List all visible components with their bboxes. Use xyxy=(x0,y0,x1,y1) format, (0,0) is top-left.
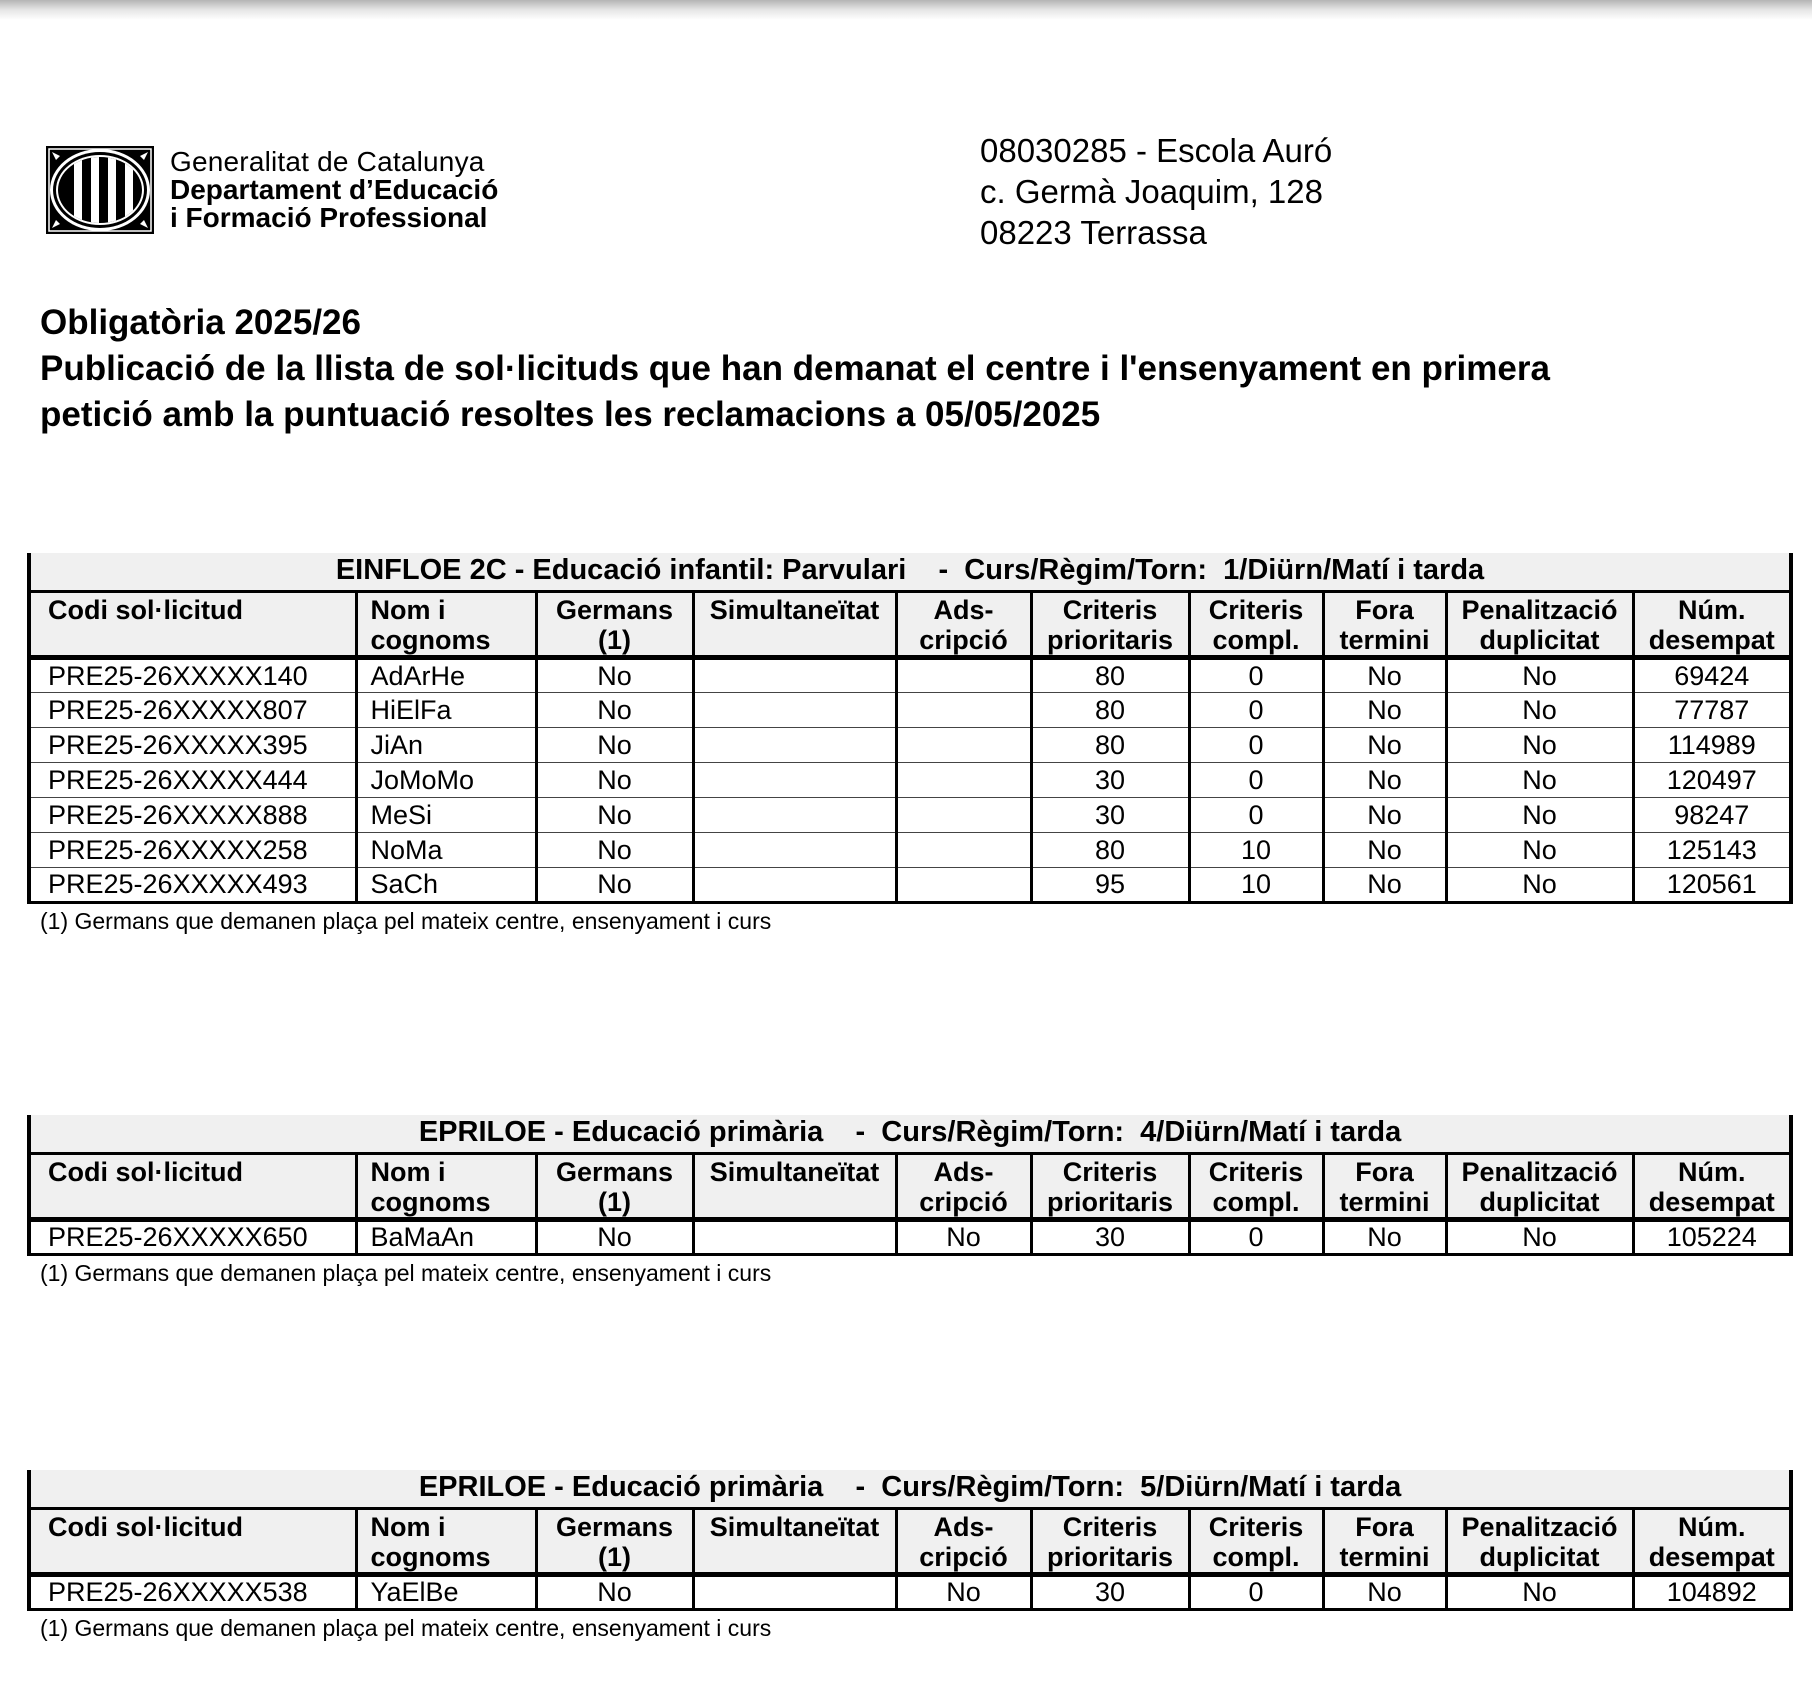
cell-num-desempat: 125143 xyxy=(1633,832,1791,867)
cell-criteris-compl: 0 xyxy=(1189,1574,1323,1609)
cell-germans: No xyxy=(536,692,693,727)
document-title xyxy=(40,300,1800,438)
column-header-codi-solicitud xyxy=(29,591,356,657)
cell-criteris-prioritaris: 80 xyxy=(1031,692,1189,727)
cell-germans: No xyxy=(536,1219,693,1254)
cell-simultaneitat xyxy=(693,727,896,762)
column-header-simultaneitat xyxy=(693,1153,896,1219)
header-line-2: prioritaris xyxy=(1046,1541,1174,1572)
cell-fora-termini: No xyxy=(1323,867,1446,902)
header-line-2: compl. xyxy=(1212,624,1300,655)
header-line-1: Criteris xyxy=(1062,1156,1158,1187)
column-header-criteris-prioritaris xyxy=(1031,1508,1189,1574)
column-header-nom-cognoms xyxy=(356,591,536,657)
cell-penalitzacio-duplicitat: No xyxy=(1446,1574,1633,1609)
header-line-1: Codi sol·licitud xyxy=(48,594,243,625)
cell-nom-cognoms: NoMa xyxy=(356,832,536,867)
applications-table xyxy=(27,553,1793,904)
cell-adscripcio: No xyxy=(896,1219,1031,1254)
section-title: EPRILOE - Educació primària - Curs/Règim/Torn: 5/Diürn/Matí i tarda xyxy=(29,1470,1791,1508)
column-header-fora-termini xyxy=(1323,1153,1446,1219)
cell-fora-termini: No xyxy=(1323,1574,1446,1609)
cell-num-desempat: 120497 xyxy=(1633,762,1791,797)
cell-adscripcio xyxy=(896,867,1031,902)
cell-penalitzacio-duplicitat: No xyxy=(1446,657,1633,692)
cell-fora-termini: No xyxy=(1323,692,1446,727)
header-line-2: compl. xyxy=(1212,1541,1300,1572)
cell-nom-cognoms: BaMaAn xyxy=(356,1219,536,1254)
cell-penalitzacio-duplicitat: No xyxy=(1446,867,1633,902)
org-line-3: i Formació Professional xyxy=(170,202,488,233)
header-line-1: Simultaneïtat xyxy=(709,1511,880,1542)
header-line-1: Criteris xyxy=(1062,594,1158,625)
cell-adscripcio xyxy=(896,657,1031,692)
cell-codi-solicitud: PRE25-26XXXXX140 xyxy=(29,657,356,692)
org-line-2: Departament d’Educació xyxy=(170,174,499,205)
section-title: EPRILOE - Educació primària - Curs/Règim/Torn: 4/Diürn/Matí i tarda xyxy=(29,1115,1791,1153)
column-header-adscripcio xyxy=(896,591,1031,657)
cell-criteris-compl: 0 xyxy=(1189,762,1323,797)
header-line-1: Ads- xyxy=(933,1156,994,1187)
org-line-1: Generalitat de Catalunya xyxy=(170,146,485,177)
cell-criteris-prioritaris: 80 xyxy=(1031,832,1189,867)
cell-penalitzacio-duplicitat: No xyxy=(1446,797,1633,832)
cell-codi-solicitud: PRE25-26XXXXX888 xyxy=(29,797,356,832)
section-title: EINFLOE 2C - Educació infantil: Parvulari - Curs/Règim/Torn: 1/Diürn/Matí i tarda xyxy=(29,553,1791,591)
header-line-2: duplicitat xyxy=(1479,1541,1600,1572)
cell-num-desempat: 114989 xyxy=(1633,727,1791,762)
header-line-1: Penalització xyxy=(1461,1156,1618,1187)
header-line-1: Fora xyxy=(1355,1156,1414,1187)
cell-nom-cognoms: HiElFa xyxy=(356,692,536,727)
table-row xyxy=(29,657,1791,692)
column-header-criteris-prioritaris xyxy=(1031,591,1189,657)
header-line-1: Nom i xyxy=(370,1511,446,1542)
header-line-1: Núm. xyxy=(1678,1156,1746,1187)
cell-criteris-prioritaris: 30 xyxy=(1031,1219,1189,1254)
cell-penalitzacio-duplicitat: No xyxy=(1446,692,1633,727)
header-line-2: prioritaris xyxy=(1046,624,1174,655)
cell-simultaneitat xyxy=(693,692,896,727)
cell-penalitzacio-duplicitat: No xyxy=(1446,1219,1633,1254)
header-line-2: cognoms xyxy=(370,1186,491,1217)
column-header-penalitzacio-duplicitat xyxy=(1446,1153,1633,1219)
header-line-2: duplicitat xyxy=(1479,1186,1600,1217)
cell-germans: No xyxy=(536,797,693,832)
header-line-1: Penalització xyxy=(1461,1511,1618,1542)
column-header-germans xyxy=(536,1153,693,1219)
cell-nom-cognoms: YaElBe xyxy=(356,1574,536,1609)
cell-germans: No xyxy=(536,867,693,902)
school-street: c. Germà Joaquim, 128 xyxy=(980,173,1323,210)
header-line-1: Codi sol·licitud xyxy=(48,1156,243,1187)
cell-num-desempat: 98247 xyxy=(1633,797,1791,832)
header-line-2: desempat xyxy=(1648,1186,1775,1217)
column-header-row xyxy=(29,1508,1791,1574)
cell-nom-cognoms: MeSi xyxy=(356,797,536,832)
header-line-1: Criteris xyxy=(1062,1511,1158,1542)
cell-criteris-compl: 0 xyxy=(1189,692,1323,727)
column-header-simultaneitat xyxy=(693,591,896,657)
header-line-1: Núm. xyxy=(1678,594,1746,625)
table-row xyxy=(29,832,1791,867)
cell-codi-solicitud: PRE25-26XXXXX807 xyxy=(29,692,356,727)
cell-nom-cognoms: JoMoMo xyxy=(356,762,536,797)
section-epriloe-4 xyxy=(27,1115,1789,1287)
header-line-2: compl. xyxy=(1212,1186,1300,1217)
column-header-penalitzacio-duplicitat xyxy=(1446,1508,1633,1574)
cell-criteris-compl: 10 xyxy=(1189,867,1323,902)
column-header-germans xyxy=(536,591,693,657)
cell-num-desempat: 120561 xyxy=(1633,867,1791,902)
header-line-1: Nom i xyxy=(370,594,446,625)
title-line-3: petició amb la puntuació resoltes les reclamacions a 05/05/2025 xyxy=(40,395,1101,434)
applications-table xyxy=(27,1115,1793,1256)
header-line-1: Fora xyxy=(1355,594,1414,625)
header-line-1: Criteris xyxy=(1208,1511,1304,1542)
header-line-1: Fora xyxy=(1355,1511,1414,1542)
header-line-2: termini xyxy=(1339,624,1430,655)
header-line-1: Núm. xyxy=(1678,1511,1746,1542)
cell-criteris-prioritaris: 30 xyxy=(1031,762,1189,797)
cell-penalitzacio-duplicitat: No xyxy=(1446,727,1633,762)
column-header-germans xyxy=(536,1508,693,1574)
header-line-1: Nom i xyxy=(370,1156,446,1187)
footnote: (1) Germans que demanen plaça pel mateix centre, ensenyament i curs xyxy=(40,907,772,934)
column-header-penalitzacio-duplicitat xyxy=(1446,591,1633,657)
cell-nom-cognoms: SaCh xyxy=(356,867,536,902)
cell-penalitzacio-duplicitat: No xyxy=(1446,832,1633,867)
column-header-criteris-compl xyxy=(1189,1153,1323,1219)
cell-codi-solicitud: PRE25-26XXXXX650 xyxy=(29,1219,356,1254)
column-header-codi-solicitud xyxy=(29,1153,356,1219)
column-header-num-desempat xyxy=(1633,1508,1791,1574)
cell-fora-termini: No xyxy=(1323,797,1446,832)
table-row xyxy=(29,727,1791,762)
header-line-2: (1) xyxy=(598,624,631,655)
cell-fora-termini: No xyxy=(1323,1219,1446,1254)
footnote: (1) Germans que demanen plaça pel mateix centre, ensenyament i curs xyxy=(40,1614,772,1641)
column-header-nom-cognoms xyxy=(356,1153,536,1219)
cell-germans: No xyxy=(536,657,693,692)
cell-num-desempat: 77787 xyxy=(1633,692,1791,727)
cell-nom-cognoms: JiAn xyxy=(356,727,536,762)
header-line-2: desempat xyxy=(1648,624,1775,655)
cell-simultaneitat xyxy=(693,1574,896,1609)
school-address xyxy=(980,130,1332,253)
department-name xyxy=(170,148,498,232)
section-einfloe-2c xyxy=(27,553,1789,935)
cell-fora-termini: No xyxy=(1323,832,1446,867)
header-line-2: desempat xyxy=(1648,1541,1775,1572)
generalitat-shield-icon xyxy=(46,146,154,234)
table-row xyxy=(29,1574,1791,1609)
header-line-1: Ads- xyxy=(933,594,994,625)
column-header-fora-termini xyxy=(1323,1508,1446,1574)
cell-codi-solicitud: PRE25-26XXXXX538 xyxy=(29,1574,356,1609)
cell-codi-solicitud: PRE25-26XXXXX395 xyxy=(29,727,356,762)
cell-criteris-prioritaris: 80 xyxy=(1031,727,1189,762)
header-line-2: cripció xyxy=(919,624,1008,655)
table-row xyxy=(29,867,1791,902)
cell-adscripcio xyxy=(896,727,1031,762)
table-row xyxy=(29,692,1791,727)
header-line-2: termini xyxy=(1339,1186,1430,1217)
cell-simultaneitat xyxy=(693,762,896,797)
header-line-2: (1) xyxy=(598,1541,631,1572)
cell-adscripcio xyxy=(896,832,1031,867)
cell-criteris-prioritaris: 95 xyxy=(1031,867,1189,902)
header-line-1: Criteris xyxy=(1208,1156,1304,1187)
cell-penalitzacio-duplicitat: No xyxy=(1446,762,1633,797)
header-line-1: Simultaneïtat xyxy=(709,594,880,625)
cell-criteris-compl: 0 xyxy=(1189,1219,1323,1254)
page-top-shadow xyxy=(0,0,1812,20)
header-line-2: cripció xyxy=(919,1186,1008,1217)
column-header-criteris-compl xyxy=(1189,591,1323,657)
cell-adscripcio: No xyxy=(896,1574,1031,1609)
applications-table xyxy=(27,1470,1793,1611)
cell-germans: No xyxy=(536,1574,693,1609)
cell-simultaneitat xyxy=(693,797,896,832)
cell-fora-termini: No xyxy=(1323,762,1446,797)
cell-codi-solicitud: PRE25-26XXXXX444 xyxy=(29,762,356,797)
cell-criteris-compl: 0 xyxy=(1189,797,1323,832)
column-header-criteris-prioritaris xyxy=(1031,1153,1189,1219)
cell-adscripcio xyxy=(896,692,1031,727)
column-header-fora-termini xyxy=(1323,591,1446,657)
table-row xyxy=(29,797,1791,832)
cell-nom-cognoms: AdArHe xyxy=(356,657,536,692)
cell-criteris-compl: 10 xyxy=(1189,832,1323,867)
cell-criteris-compl: 0 xyxy=(1189,657,1323,692)
header-line-1: Germans xyxy=(555,594,674,625)
cell-criteris-prioritaris: 30 xyxy=(1031,797,1189,832)
cell-num-desempat: 69424 xyxy=(1633,657,1791,692)
cell-codi-solicitud: PRE25-26XXXXX258 xyxy=(29,832,356,867)
cell-codi-solicitud: PRE25-26XXXXX493 xyxy=(29,867,356,902)
header-line-1: Simultaneïtat xyxy=(709,1156,880,1187)
header-line-2: termini xyxy=(1339,1541,1430,1572)
column-header-num-desempat xyxy=(1633,591,1791,657)
header-line-2: cognoms xyxy=(370,624,491,655)
table-row xyxy=(29,762,1791,797)
column-header-codi-solicitud xyxy=(29,1508,356,1574)
cell-criteris-prioritaris: 30 xyxy=(1031,1574,1189,1609)
header-line-2: (1) xyxy=(598,1186,631,1217)
cell-criteris-prioritaris: 80 xyxy=(1031,657,1189,692)
section-epriloe-5 xyxy=(27,1470,1789,1642)
column-header-row xyxy=(29,591,1791,657)
column-header-num-desempat xyxy=(1633,1153,1791,1219)
header-line-1: Criteris xyxy=(1208,594,1304,625)
header-line-2: cripció xyxy=(919,1541,1008,1572)
header-line-1: Penalització xyxy=(1461,594,1618,625)
cell-germans: No xyxy=(536,832,693,867)
cell-num-desempat: 104892 xyxy=(1633,1574,1791,1609)
table-row xyxy=(29,1219,1791,1254)
cell-simultaneitat xyxy=(693,657,896,692)
cell-adscripcio xyxy=(896,797,1031,832)
cell-simultaneitat xyxy=(693,832,896,867)
footnote: (1) Germans que demanen plaça pel mateix centre, ensenyament i curs xyxy=(40,1259,772,1286)
cell-criteris-compl: 0 xyxy=(1189,727,1323,762)
cell-fora-termini: No xyxy=(1323,657,1446,692)
column-header-nom-cognoms xyxy=(356,1508,536,1574)
cell-num-desempat: 105224 xyxy=(1633,1219,1791,1254)
title-year: Obligatòria 2025/26 xyxy=(40,303,361,342)
cell-adscripcio xyxy=(896,762,1031,797)
column-header-adscripcio xyxy=(896,1508,1031,1574)
header-line-2: cognoms xyxy=(370,1541,491,1572)
header-line-1: Germans xyxy=(555,1511,674,1542)
title-line-2: Publicació de la llista de sol·licituds que han demanat el centre i l'ensenyament en primera xyxy=(40,349,1550,388)
school-code-name: 08030285 - Escola Auró xyxy=(980,132,1333,169)
header-line-2: duplicitat xyxy=(1479,624,1600,655)
header-line-1: Ads- xyxy=(933,1511,994,1542)
header-line-2: prioritaris xyxy=(1046,1186,1174,1217)
header-line-1: Germans xyxy=(555,1156,674,1187)
column-header-criteris-compl xyxy=(1189,1508,1323,1574)
header-line-1: Codi sol·licitud xyxy=(48,1511,243,1542)
cell-simultaneitat xyxy=(693,867,896,902)
cell-germans: No xyxy=(536,727,693,762)
cell-germans: No xyxy=(536,762,693,797)
column-header-row xyxy=(29,1153,1791,1219)
column-header-adscripcio xyxy=(896,1153,1031,1219)
cell-fora-termini: No xyxy=(1323,727,1446,762)
school-city: 08223 Terrassa xyxy=(980,214,1207,251)
column-header-simultaneitat xyxy=(693,1508,896,1574)
cell-simultaneitat xyxy=(693,1219,896,1254)
